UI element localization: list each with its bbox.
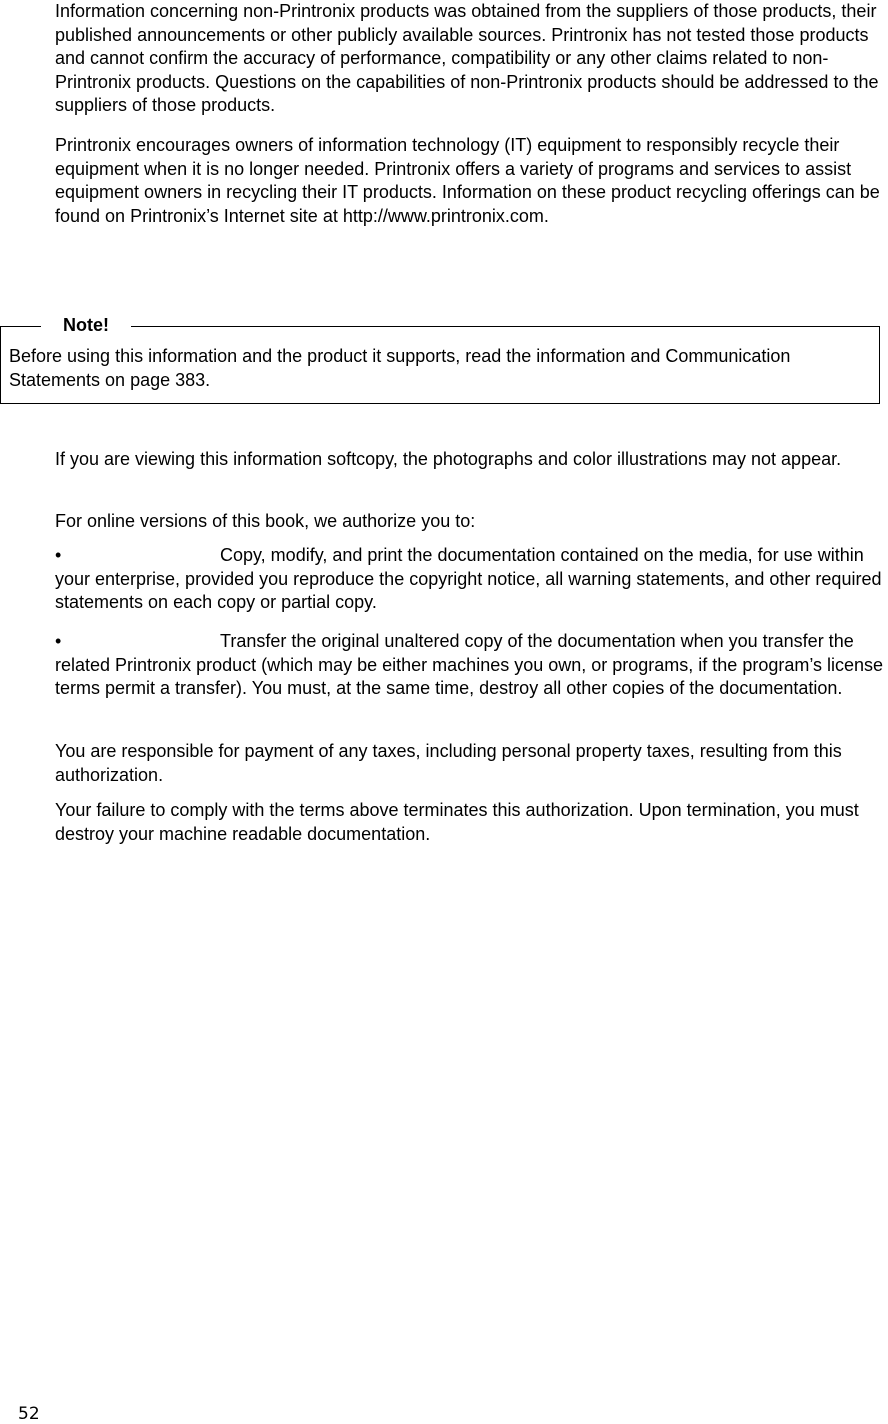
note-box (0, 315, 880, 404)
bullet-text: Copy, modify, and print the documentation contained on the media, for use within your enterprise, provided you reproduce the copyright notice, all warning statements, and other required statements on each copy or partial copy. (55, 545, 882, 612)
note-body: Before using this information and the product it supports, read the information and Communication Statements on page 383. (9, 346, 791, 390)
bullet-item-transfer (55, 630, 888, 701)
paragraph-recycling: Printronix encourages owners of information technology (IT) equipment to responsibly recycle their equipment when it is no longer needed. Printronix offers a variety of programs and services to assist equipment owners in recycling their IT products. Information on these product recycling offerings can be found on Printronix’s Internet site at http://www.printronix.com. (55, 135, 880, 226)
paragraph-softcopy: If you are viewing this information softcopy, the photographs and color illustrations may not appear. (55, 449, 842, 469)
note-title: Note! (41, 313, 131, 337)
bullet-mark: • (55, 631, 62, 651)
paragraph-termination: Your failure to comply with the terms above terminates this authorization. Upon termination, you must destroy your machine readable documentation. (55, 800, 859, 844)
paragraph-taxes: You are responsible for payment of any taxes, including personal property taxes, resulting from this authorization. (55, 741, 842, 785)
bullet-text: Transfer the original unaltered copy of the documentation when you transfer the related Printronix product (which may be either machines you own, or programs, if the program’s license terms permit a transfer). You must, at the same time, destroy all other copies of the documentation. (55, 631, 884, 698)
bullet-mark: • (55, 545, 62, 565)
paragraph-non-printronix-products: Information concerning non-Printronix products was obtained from the suppliers of those products, their published announcements or other publicly available sources. Printronix has not tested those products and cannot confirm the accuracy of performance, compatibility or any other claims related to non-Printronix products. Questions on the capabilities of non-Printronix products should be addressed to the suppliers of those products. (55, 1, 879, 115)
paragraph-online-versions: For online versions of this book, we authorize you to: (55, 511, 476, 531)
page-number: 52 (18, 1404, 40, 1424)
bullet-item-copy (55, 544, 888, 615)
